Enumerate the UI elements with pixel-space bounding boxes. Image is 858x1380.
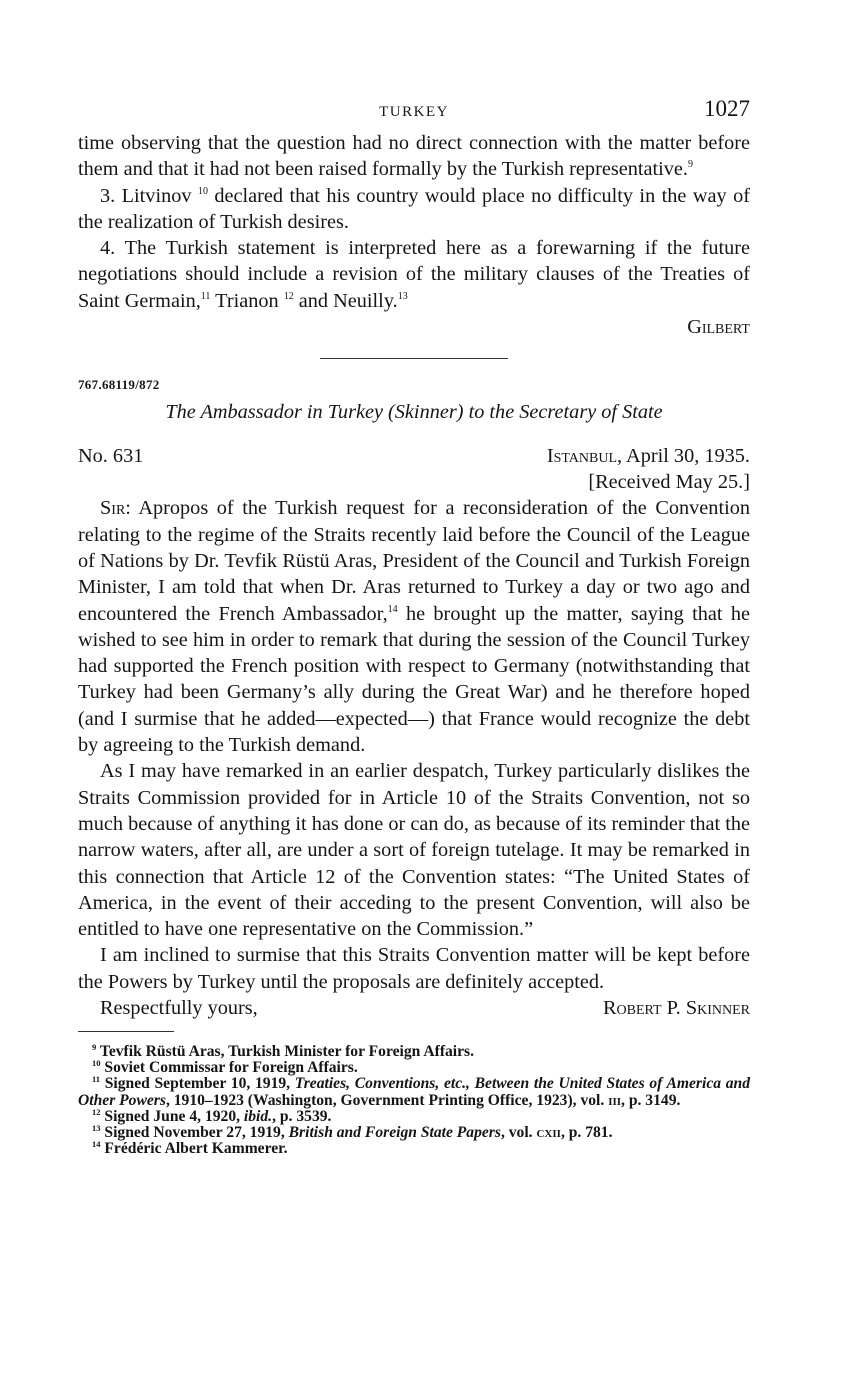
footnote-text: , vol. bbox=[500, 1124, 537, 1142]
letter-body bbox=[78, 495, 750, 995]
footnote-ref: 9 bbox=[687, 159, 693, 171]
footnote-ref: 11 bbox=[200, 290, 211, 302]
footnote-divider bbox=[78, 1031, 174, 1032]
footnote-ref: 14 bbox=[387, 603, 398, 615]
paragraph-text: and Neuilly. bbox=[293, 289, 398, 312]
footnote-number: 10 bbox=[92, 1058, 101, 1069]
footnote-text: Signed September 10, 1919, bbox=[104, 1075, 295, 1093]
footnote-title: British and Foreign State Papers bbox=[288, 1124, 501, 1142]
document-page bbox=[78, 96, 750, 1157]
received-date: [Received May 25.] bbox=[588, 471, 750, 494]
running-head: TURKEY bbox=[379, 104, 449, 120]
footnote-ref: 10 bbox=[197, 185, 208, 197]
paragraph-text: time observing that the question had no direct connection with the matter before them and that it had not been raised formally by the Turkish representative. bbox=[78, 132, 750, 181]
paragraph-text: declared that his country would place no difficulty in the way of the realization of Turkish desires. bbox=[78, 184, 750, 233]
footnote-number: 13 bbox=[92, 1123, 101, 1134]
signature-skinner bbox=[603, 995, 750, 1022]
footnote-12 bbox=[78, 1106, 750, 1125]
paragraph-text: 3. Litvinov bbox=[100, 184, 198, 207]
footnote-number: 11 bbox=[92, 1074, 101, 1085]
salutation: Sir bbox=[100, 497, 126, 520]
paragraph-text: 4. The Turkish statement is interpreted here as a forewarning if the future negotiations should include a revision of the military clauses of the Treaties of Saint Germain, bbox=[78, 237, 750, 312]
page-header bbox=[78, 96, 750, 130]
paragraph-4 bbox=[78, 235, 750, 314]
continued-paragraph bbox=[78, 130, 750, 183]
footnote-text: Signed November 27, 1919, bbox=[104, 1124, 289, 1142]
footnote-11 bbox=[78, 1076, 750, 1108]
page-number: 1027 bbox=[704, 96, 750, 121]
despatch-number: No. 631 bbox=[78, 445, 144, 468]
signer-initial: P. bbox=[661, 997, 686, 1020]
letter-paragraph-1 bbox=[78, 495, 750, 758]
paragraph-text: : Apropos of the Turkish request for a reconsideration of the Convention relating to the regime of the Straits recently laid before the Council of the League of Nations by Dr. Tevfik Rüstü Aras, President of the Council and Turkish Foreign Minister, I am told that when Dr. Aras returned to Turkey a day or two ago and encountered the French Ambassador, bbox=[78, 497, 750, 625]
footnote-number: 9 bbox=[92, 1042, 97, 1053]
dateline bbox=[78, 443, 750, 469]
footnote-ref: 13 bbox=[397, 290, 408, 302]
signer-first-name: Robert bbox=[603, 997, 662, 1020]
footnote-10 bbox=[78, 1060, 750, 1076]
closing: Respectfully yours, bbox=[100, 997, 258, 1020]
section-divider bbox=[320, 358, 508, 359]
signer-last-name: Skinner bbox=[685, 997, 750, 1020]
document-title: The Ambassador in Turkey (Skinner) to the Secretary of State bbox=[165, 401, 663, 424]
footnote-number: 12 bbox=[92, 1106, 101, 1117]
footnote-number: 14 bbox=[92, 1139, 101, 1150]
footnote-text: Soviet Commissar for Foreign Affairs. bbox=[104, 1059, 358, 1077]
footnote-ref: 12 bbox=[283, 290, 294, 302]
footnote-9 bbox=[78, 1044, 750, 1060]
signature-gilbert: Gilbert bbox=[687, 316, 750, 339]
place: Istanbul bbox=[546, 445, 618, 468]
file-number: 767.68119/872 bbox=[78, 377, 160, 393]
footnote-text: Frédéric Albert Kammerer. bbox=[104, 1140, 288, 1158]
closing-row bbox=[78, 995, 750, 1022]
footnote-text: , p. 3149. bbox=[621, 1091, 681, 1109]
letter-paragraph-2: As I may have remarked in an earlier despatch, Turkey particularly dislikes the Straits Commission provided for in Article 10 of the Straits Convention, not so much because of anything it has done or can do, as because of its reminder that the narrow waters, after all, are under a sort of foreign tutelage. It may be remarked in this connection that Article 12 of the Convention states: “The United States of America, in the event of their acceding to the present Convention, will also be entitled to have one representative on the Commission.” bbox=[78, 760, 750, 941]
footnote-text: , 1910–1923 (Washington, Government Printing Office, 1923), vol. bbox=[165, 1091, 609, 1109]
footnote-text: , p. 781. bbox=[560, 1124, 613, 1142]
footnotes bbox=[78, 1044, 750, 1157]
letter-paragraph-3: I am inclined to surmise that this Straits Convention matter will be kept before the Powers by Turkey until the proposals are definitely accepted. bbox=[78, 944, 750, 993]
paragraph-text: Trianon bbox=[210, 289, 284, 312]
footnote-13 bbox=[78, 1125, 750, 1141]
paragraph-3 bbox=[78, 183, 750, 236]
footnote-volume: cxii bbox=[536, 1124, 561, 1142]
footnote-text: , p. 3539. bbox=[272, 1107, 332, 1125]
paragraph-text: he brought up the matter, saying that he wished to see him in order to remark that during the session of the Council Turkey had supported the French position with respect to Germany (notwithstanding that Turkey had been Germany’s ally during the Great War) and he therefore hoped (and I surmise that he added—expected—) that France would recognize the debt by agreeing to the Turkish demand. bbox=[78, 602, 750, 757]
footnote-text: Tevfik Rüstü Aras, Turkish Minister for Foreign Affairs. bbox=[99, 1043, 475, 1061]
footnote-14 bbox=[78, 1141, 750, 1157]
place-date bbox=[547, 443, 750, 469]
footnote-volume: iii bbox=[608, 1091, 622, 1109]
continuation-section bbox=[78, 130, 750, 340]
footnote-title: Treaties, Conventions, etc., Between the United States of America and Other Powers bbox=[78, 1075, 750, 1109]
footnote-text: Signed June 4, 1920, bbox=[104, 1107, 244, 1125]
date: , April 30, 1935. bbox=[617, 445, 750, 468]
footnote-title: ibid. bbox=[243, 1107, 273, 1125]
